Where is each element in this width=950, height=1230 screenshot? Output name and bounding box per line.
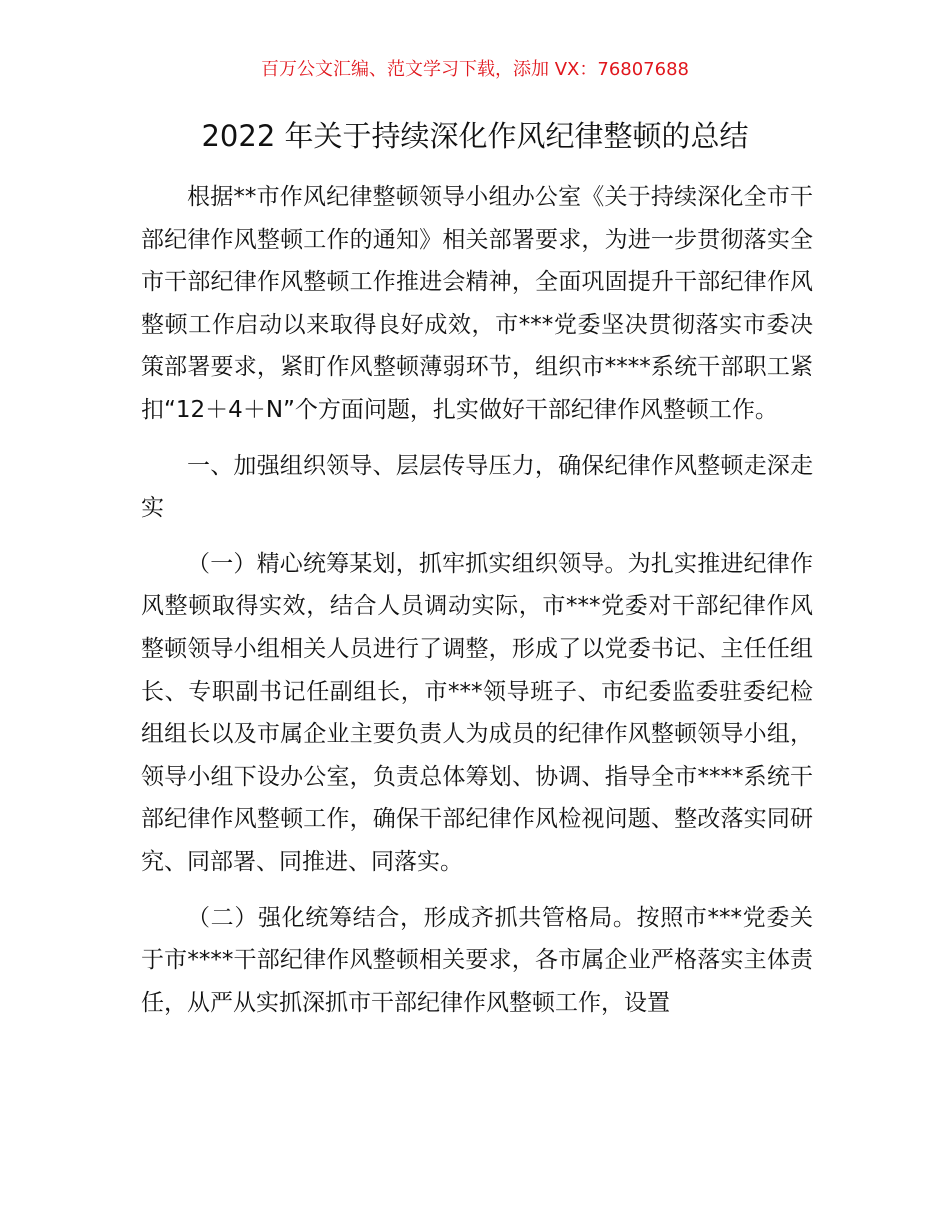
paragraph-intro: 根据**市作风纪律整顿领导小组办公室《关于持续深化全市干部纪律作风整顿工作的通知》相关部署要求，为进一步贯彻落实全市干部纪律作风整顿工作推进会精神，全面巩固提升干部纪律作风整顿工作启动以来取得良好成效，市***党委坚决贯彻落实市委决策部署要求，紧盯作风整顿薄弱环节，组织市****系统干部职工紧扣“12＋4＋N”个方面问题，扎实做好干部纪律作风整顿工作。	[141, 184, 813, 423]
watermark-header-note: 百万公文汇编、范文学习下载，添加 VX：76807688	[261, 59, 689, 80]
paragraph-subsection-1: （一）精心统筹某划，抓牢抓实组织领导。为扎实推进纪律作风整顿取得实效，结合人员调动实际，市***党委对干部纪律作风整顿领导小组相关人员进行了调整，形成了以党委书记、主任任组长、专职副书记任副组长，市***领导班子、市纪委监委驻委纪检组组长以及市属企业主要负责人为成员的纪律作风整顿领导小组，领导小组下设办公室，负责总体筹划、协调、指导全市****系统干部纪律作风整顿工作，确保干部纪律作风检视问题、整改落实同研究、同部署、同推进、同落实。	[141, 550, 813, 875]
section-heading-1: 一、加强组织领导、层层传导压力，确保纪律作风整顿走深走实	[141, 452, 813, 522]
document-title: 2022 年关于持续深化作风纪律整顿的总结	[201, 119, 749, 153]
document-body	[141, 176, 813, 1024]
paragraph-subsection-2: （二）强化统筹结合，形成齐抓共管格局。按照市***党委关于市****干部纪律作风整顿相关要求，各市属企业严格落实主体责任，从严从实抓深抓市干部纪律作风整顿工作，设置	[141, 904, 813, 1016]
